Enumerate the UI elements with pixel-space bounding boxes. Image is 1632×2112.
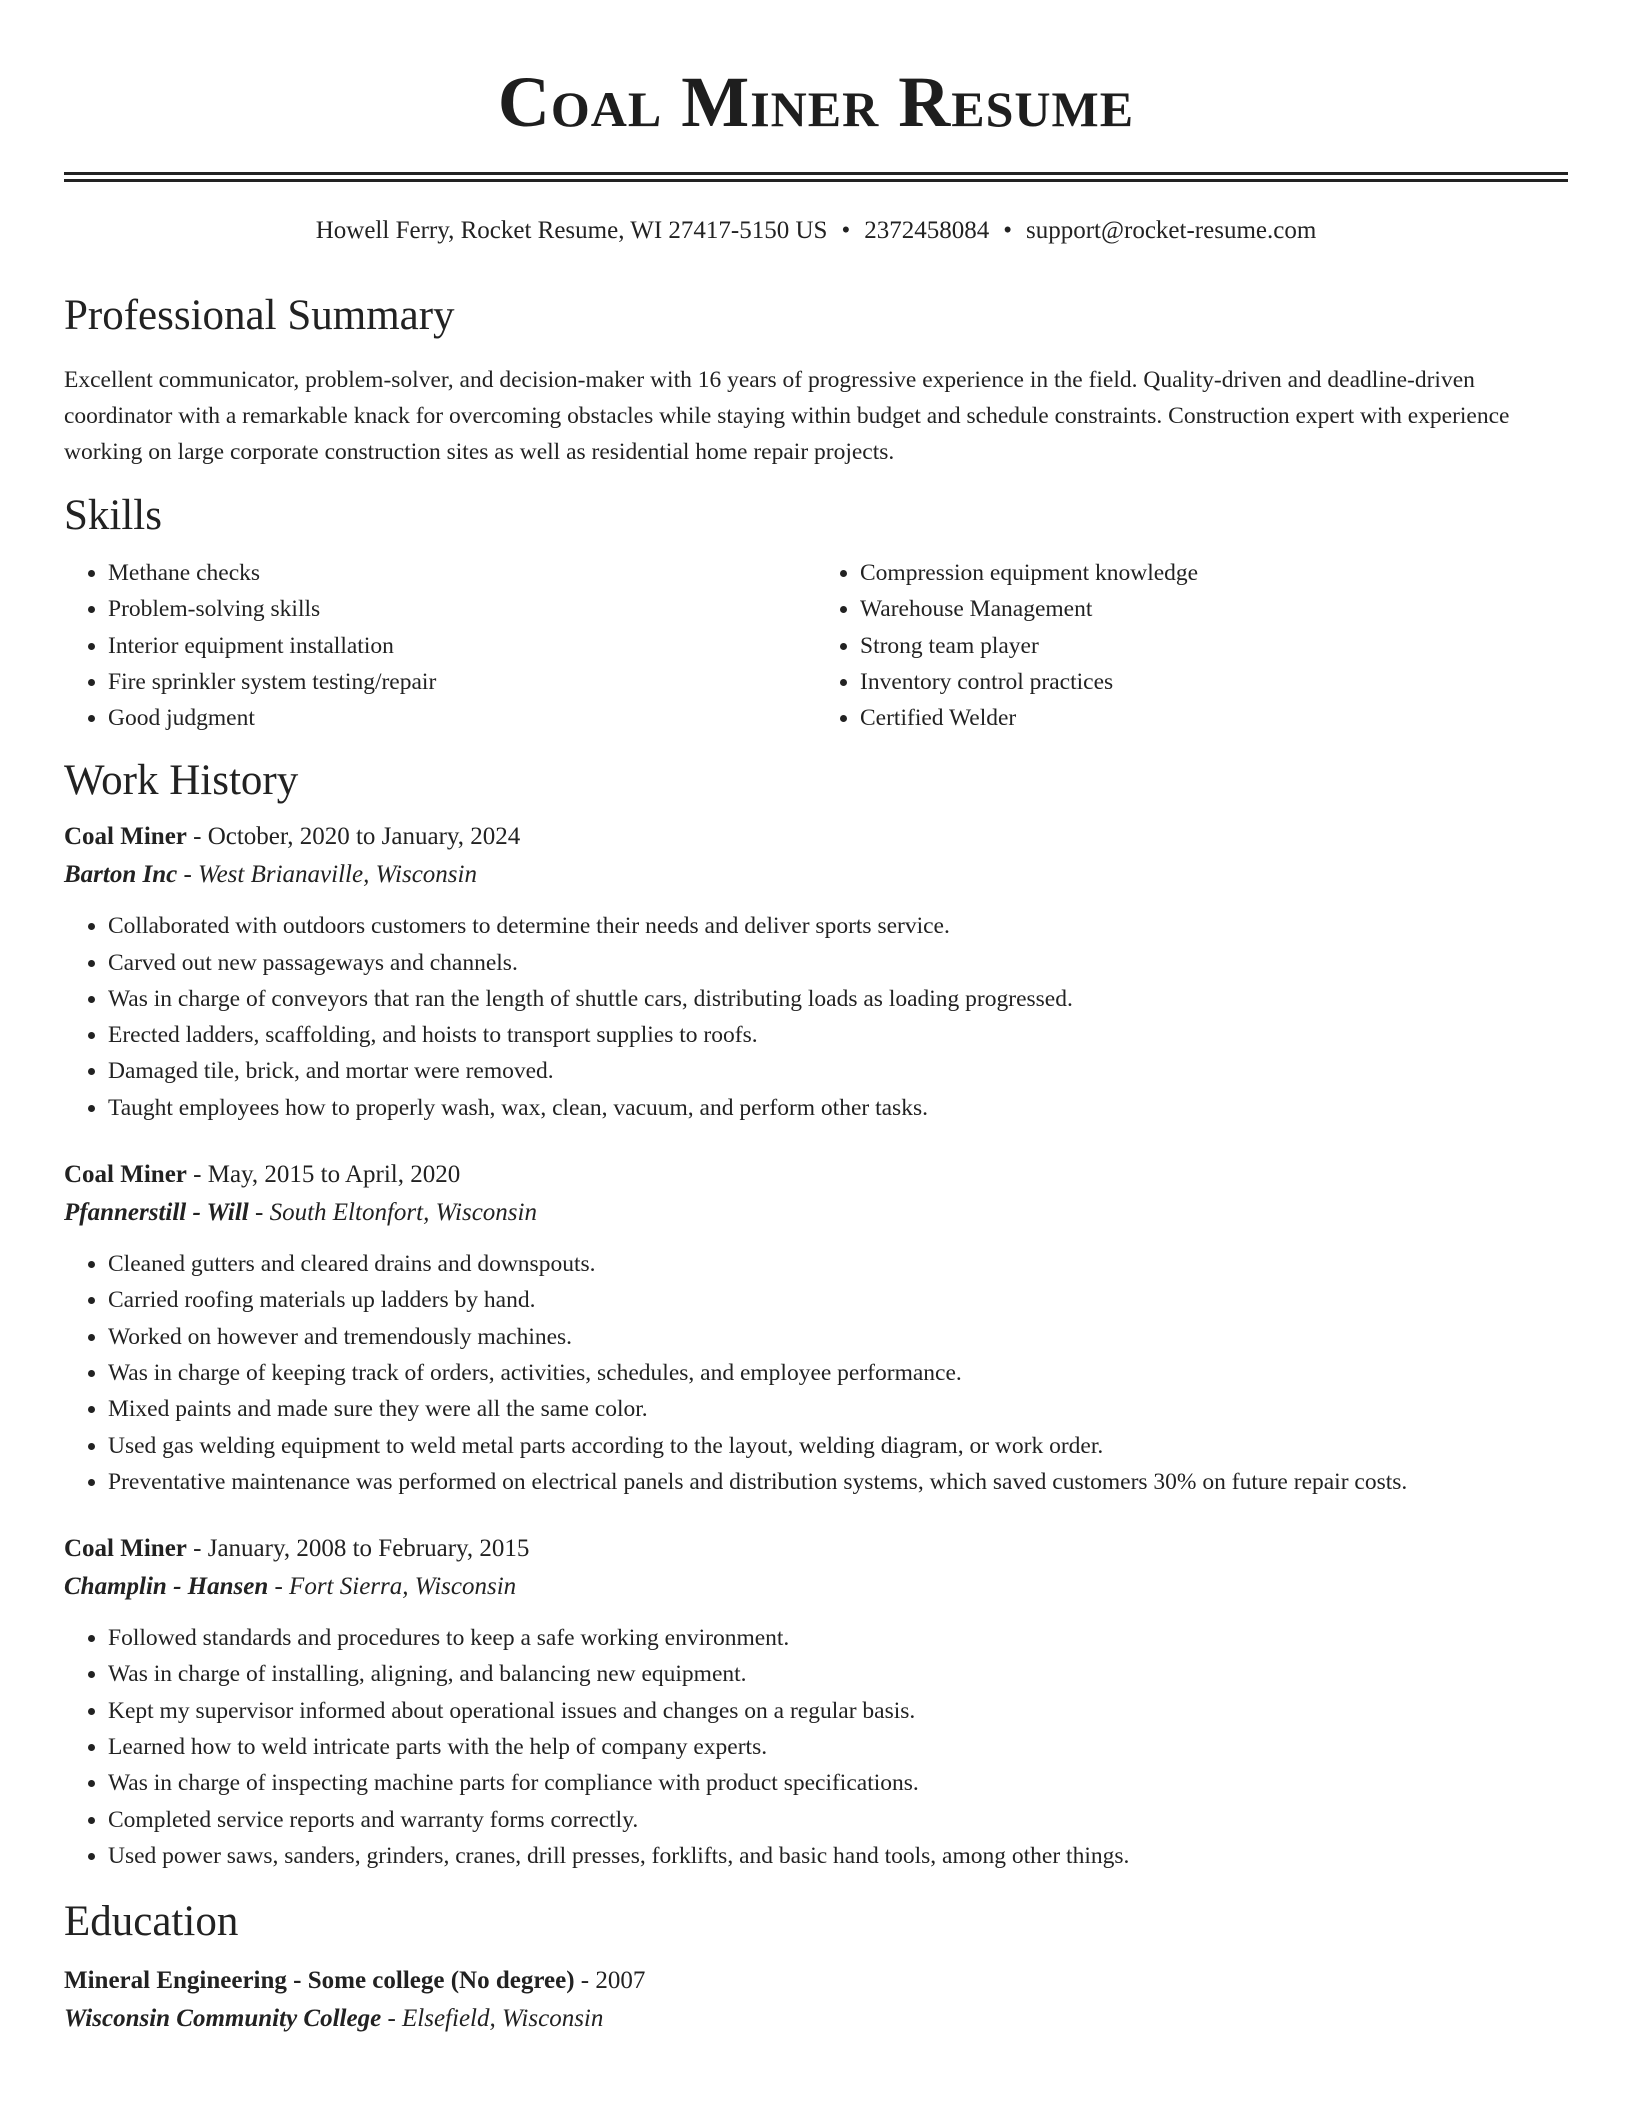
job-company-line [64,1572,1568,1602]
skills-columns [64,555,1568,736]
skill-item: • Problem-solving skills [108,591,816,627]
skills-list-right [816,555,1568,736]
job-entry [64,1160,1568,1500]
job-bullet: • Was in charge of installing, aligning, and balancing new equipment. [108,1656,1568,1692]
education-school-line [64,2004,1568,2034]
job-location: - South Eltonfort, Wisconsin [248,1199,537,1227]
skill-item: • Good judgment [108,700,816,736]
job-company: Barton Inc [64,861,178,889]
job-bullet: • Carried roofing materials up ladders by hand. [108,1282,1568,1318]
job-bullet: • Was in charge of keeping track of orders, activities, schedules, and employee performance. [108,1355,1568,1391]
job-title: Coal Miner [64,823,187,851]
education-school: Wisconsin Community College [64,2004,382,2032]
job-location: - Fort Sierra, Wisconsin [268,1573,517,1601]
job-bullets [64,908,1568,1126]
skills-list-left [64,555,816,736]
job-company-line [64,1198,1568,1228]
education-entry [64,1966,1568,2034]
skill-item: • Inventory control practices [860,664,1568,700]
work-history-heading: Work History [64,756,299,804]
contact-separator: • [1003,217,1012,244]
job-bullet: • Carved out new passageways and channels. [108,945,1568,981]
resume-title: Coal Miner Resume [497,62,1135,142]
job-bullet: • Cleaned gutters and cleared drains and downspouts. [108,1246,1568,1282]
job-bullet: • Used power saws, sanders, grinders, cranes, drill presses, forklifts, and basic hand tools, among other things. [108,1838,1568,1874]
title-double-rule [64,172,1568,182]
job-dates: - October, 2020 to January, 2024 [186,823,521,851]
summary-heading: Professional Summary [64,292,455,339]
job-bullets [64,1246,1568,1500]
job-entry [64,1534,1568,1874]
job-bullet: • Taught employees how to properly wash, wax, clean, vacuum, and perform other tasks. [108,1090,1568,1126]
job-bullets [64,1620,1568,1874]
job-dates: - January, 2008 to February, 2015 [186,1535,530,1563]
job-dates: - May, 2015 to April, 2020 [186,1161,461,1189]
education-heading: Education [64,1898,239,1946]
skill-item: • Methane checks [108,555,816,591]
education-year: - 2007 [574,1966,646,1994]
education-location: - Elsefield, Wisconsin [381,2004,604,2032]
education-degree: Mineral Engineering - Some college (No degree) [64,1966,575,1994]
job-title-line [64,822,1568,852]
job-title: Coal Miner [64,1161,187,1189]
skill-item: • Warehouse Management [860,591,1568,627]
job-bullet: • Was in charge of conveyors that ran the length of shuttle cars, distributing loads as loading progressed. [108,981,1568,1017]
job-company-line [64,860,1568,890]
summary-text: Excellent communicator, problem-solver, and decision-maker with 16 years of progressive experience in the field. Quality-driven and deadline-driven coordinator with a remarkable knack for overcoming obstacles while staying within budget and schedule constraints. Construction expert with experience working on large corporate construction sites as well as residential home repair projects. [64,366,1510,465]
job-bullet: • Kept my supervisor informed about operational issues and changes on a regular basis. [108,1693,1568,1729]
job-entry [64,822,1568,1126]
job-location: - West Brianaville, Wisconsin [177,861,477,889]
skill-item: • Interior equipment installation [108,628,816,664]
job-bullet: • Mixed paints and made sure they were all the same color. [108,1391,1568,1427]
skill-item: • Compression equipment knowledge [860,555,1568,591]
job-bullet: • Worked on however and tremendously machines. [108,1319,1568,1355]
skills-heading: Skills [64,491,162,539]
job-title-line [64,1160,1568,1190]
job-bullet: • Collaborated with outdoors customers to determine their needs and deliver sports service. [108,908,1568,944]
education-degree-line [64,1966,1568,1996]
job-bullet: • Was in charge of inspecting machine parts for compliance with product specifications. [108,1765,1568,1801]
contact-phone: 2372458084 [864,217,990,244]
job-title: Coal Miner [64,1535,187,1563]
contact-address: Howell Ferry, Rocket Resume, WI 27417-5150 US [315,217,828,244]
skill-item: • Certified Welder [860,700,1568,736]
job-company: Champlin - Hansen [64,1573,269,1601]
job-bullet: • Completed service reports and warranty forms correctly. [108,1802,1568,1838]
job-bullet: • Damaged tile, brick, and mortar were removed. [108,1053,1568,1089]
skill-item: • Fire sprinkler system testing/repair [108,664,816,700]
job-title-line [64,1534,1568,1564]
job-bullet: • Learned how to weld intricate parts with the help of company experts. [108,1729,1568,1765]
contact-separator: • [841,217,851,244]
job-company: Pfannerstill - Will [64,1199,249,1227]
skill-item: • Strong team player [860,628,1568,664]
contact-line [64,216,1568,246]
contact-email: support@rocket-resume.com [1025,217,1317,244]
job-bullet: • Erected ladders, scaffolding, and hoists to transport supplies to roofs. [108,1017,1568,1053]
job-bullet: • Used gas welding equipment to weld metal parts according to the layout, welding diagram, or work order. [108,1428,1568,1464]
job-bullet: • Followed standards and procedures to keep a safe working environment. [108,1620,1568,1656]
job-bullet: • Preventative maintenance was performed on electrical panels and distribution systems, which saved customers 30% on future repair costs. [108,1464,1568,1500]
